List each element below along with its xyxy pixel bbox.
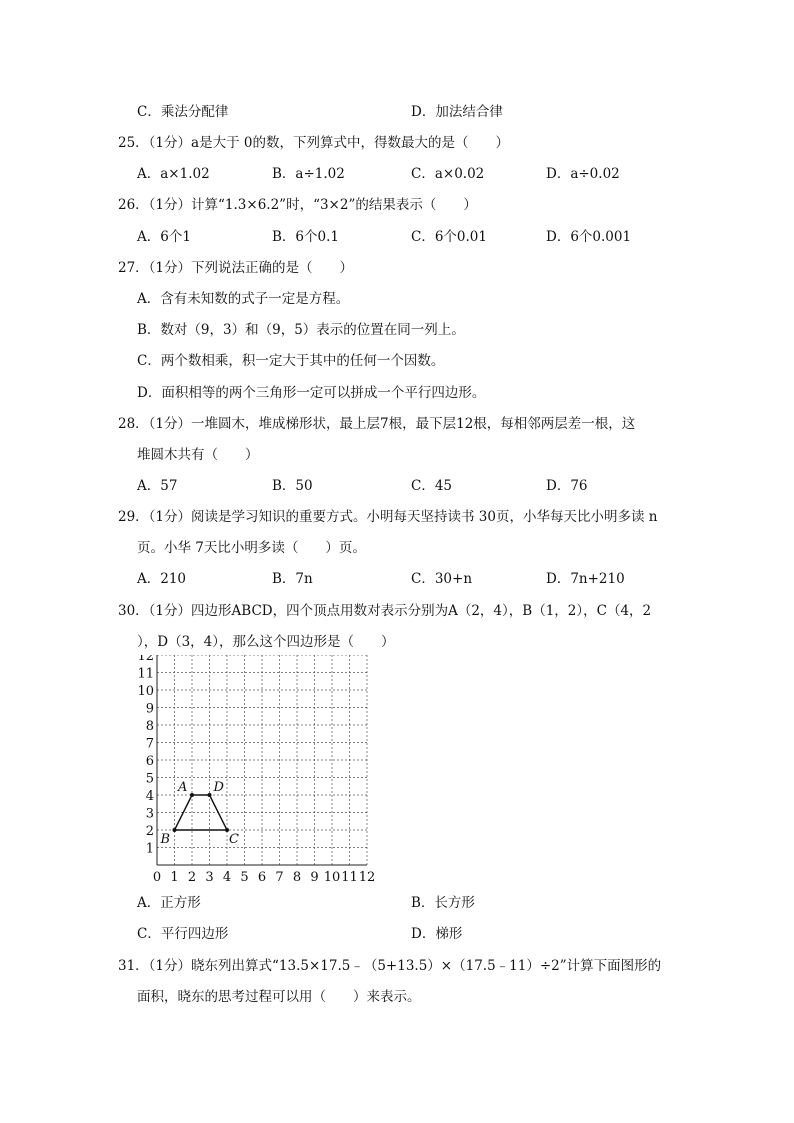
q26-stem: 26．（1分）计算“1.3×6.2”时，“3×2”的结果表示（ ） xyxy=(118,197,477,213)
y-tick-label: 7 xyxy=(145,736,154,752)
x-tick-label: 8 xyxy=(292,870,302,885)
x-tick-label: 7 xyxy=(275,870,284,885)
vertex-label-a: A xyxy=(178,780,188,795)
q24-option-d: D．加法结合律 xyxy=(411,104,503,120)
x-tick-label: 9 xyxy=(310,870,319,885)
q26-option-b: B．6个0.1 xyxy=(272,229,339,245)
y-tick-label: 4 xyxy=(145,789,154,804)
q29-option-d: D．7n+210 xyxy=(546,571,625,587)
q30-stem-line1: 30．（1分）四边形ABCD，四个顶点用数对表示分别为A（2，4），B（1，2），C（4，2 xyxy=(118,603,652,619)
q26-option-d: D．6个0.001 xyxy=(546,229,632,245)
q25-stem: 25．（1分）a是大于 0的数，下列算式中，得数最大的是（ ） xyxy=(118,135,509,151)
x-tick-label: 5 xyxy=(240,870,249,885)
q24-option-c: C．乘法分配律 xyxy=(137,104,229,120)
x-tick-label: 12 xyxy=(358,870,375,885)
q29-stem-line1: 29．（1分）阅读是学习知识的重要方式。小明每天坚持读书 30页，小华每天比小明多读 n xyxy=(118,509,658,525)
q30-option-b: B．长方形 xyxy=(411,895,475,911)
q28-option-b: B．50 xyxy=(272,478,313,494)
q31-stem-line2: 面积，晓东的思考过程可以用（ ）来表示。 xyxy=(137,989,421,1005)
vertex-a xyxy=(190,793,194,797)
q28-option-c: C．45 xyxy=(411,478,453,494)
y-tick-label: 1 xyxy=(145,841,154,857)
q27-option-c: C．两个数相乘，积一定大于其中的任何一个因数。 xyxy=(137,353,445,369)
q28-option-a: A．57 xyxy=(137,478,178,494)
y-tick-label: 5 xyxy=(145,771,154,787)
vertex-b xyxy=(173,828,177,832)
q27-option-b: B．数对（9，3）和（9，5）表示的位置在同一列上。 xyxy=(137,322,465,338)
y-tick-label: 9 xyxy=(145,701,154,717)
x-tick-label: 0 xyxy=(152,870,162,885)
q27-option-d: D．面积相等的两个三角形一定可以拼成一个平行四边形。 xyxy=(137,385,486,401)
x-tick-label: 2 xyxy=(187,870,197,885)
vertex-label-d: D xyxy=(213,780,224,795)
coordinate-grid-figure xyxy=(135,655,375,891)
y-tick-label: 2 xyxy=(145,824,154,839)
y-tick-label: 12 xyxy=(137,655,154,664)
vertex-label-c: C xyxy=(229,832,239,847)
x-tick-label: 10 xyxy=(323,870,341,885)
q27-stem: 27．（1分）下列说法正确的是（ ） xyxy=(118,260,354,276)
y-tick-label: 10 xyxy=(137,684,154,699)
coordinate-grid-svg xyxy=(135,655,375,887)
q29-option-c: C．30+n xyxy=(411,571,473,587)
q31-stem-line1: 31．（1分）晓东列出算式“13.5×17.5﹣（5+13.5）×（17.5﹣11）÷2”计算下面图形的 xyxy=(118,958,662,974)
x-tick-label: 3 xyxy=(205,870,214,885)
q26-option-c: C．6个0.01 xyxy=(411,229,487,245)
q30-stem-line2: ），D（3，4），那么这个四边形是（ ） xyxy=(137,634,395,650)
x-tick-label: 4 xyxy=(222,870,232,885)
y-tick-label: 6 xyxy=(145,754,154,769)
q25-option-a: A．a×1.02 xyxy=(137,166,210,182)
x-tick-label: 11 xyxy=(341,870,358,885)
q29-stem-line2: 页。小华 7天比小明多读（ ）页。 xyxy=(137,540,366,556)
x-tick-label: 1 xyxy=(170,870,179,885)
q25-option-b: B．a÷1.02 xyxy=(272,166,345,182)
y-tick-label: 11 xyxy=(137,666,154,682)
q28-stem-line1: 28．（1分）一堆圆木，堆成梯形状，最上层7根，最下层12根，每相邻两层差一根，这 xyxy=(118,416,636,432)
q28-stem-line2: 堆圆木共有（ ） xyxy=(137,447,259,463)
q27-option-a: A．含有未知数的式子一定是方程。 xyxy=(137,291,350,307)
q25-option-c: C．a×0.02 xyxy=(411,166,485,182)
q30-option-a: A．正方形 xyxy=(137,895,201,911)
q30-option-d: D．梯形 xyxy=(411,926,463,942)
q29-option-b: B．7n xyxy=(272,571,313,587)
vertex-d xyxy=(208,793,212,797)
y-tick-label: 8 xyxy=(145,719,154,734)
q30-option-c: C．平行四边形 xyxy=(137,926,229,942)
x-tick-label: 6 xyxy=(257,870,267,885)
q25-option-d: D．a÷0.02 xyxy=(546,166,620,182)
vertex-label-b: B xyxy=(160,832,171,847)
q28-option-d: D．76 xyxy=(546,478,588,494)
q29-option-a: A．210 xyxy=(137,571,187,587)
y-tick-label: 3 xyxy=(145,806,154,822)
q26-option-a: A．6个1 xyxy=(137,229,191,245)
